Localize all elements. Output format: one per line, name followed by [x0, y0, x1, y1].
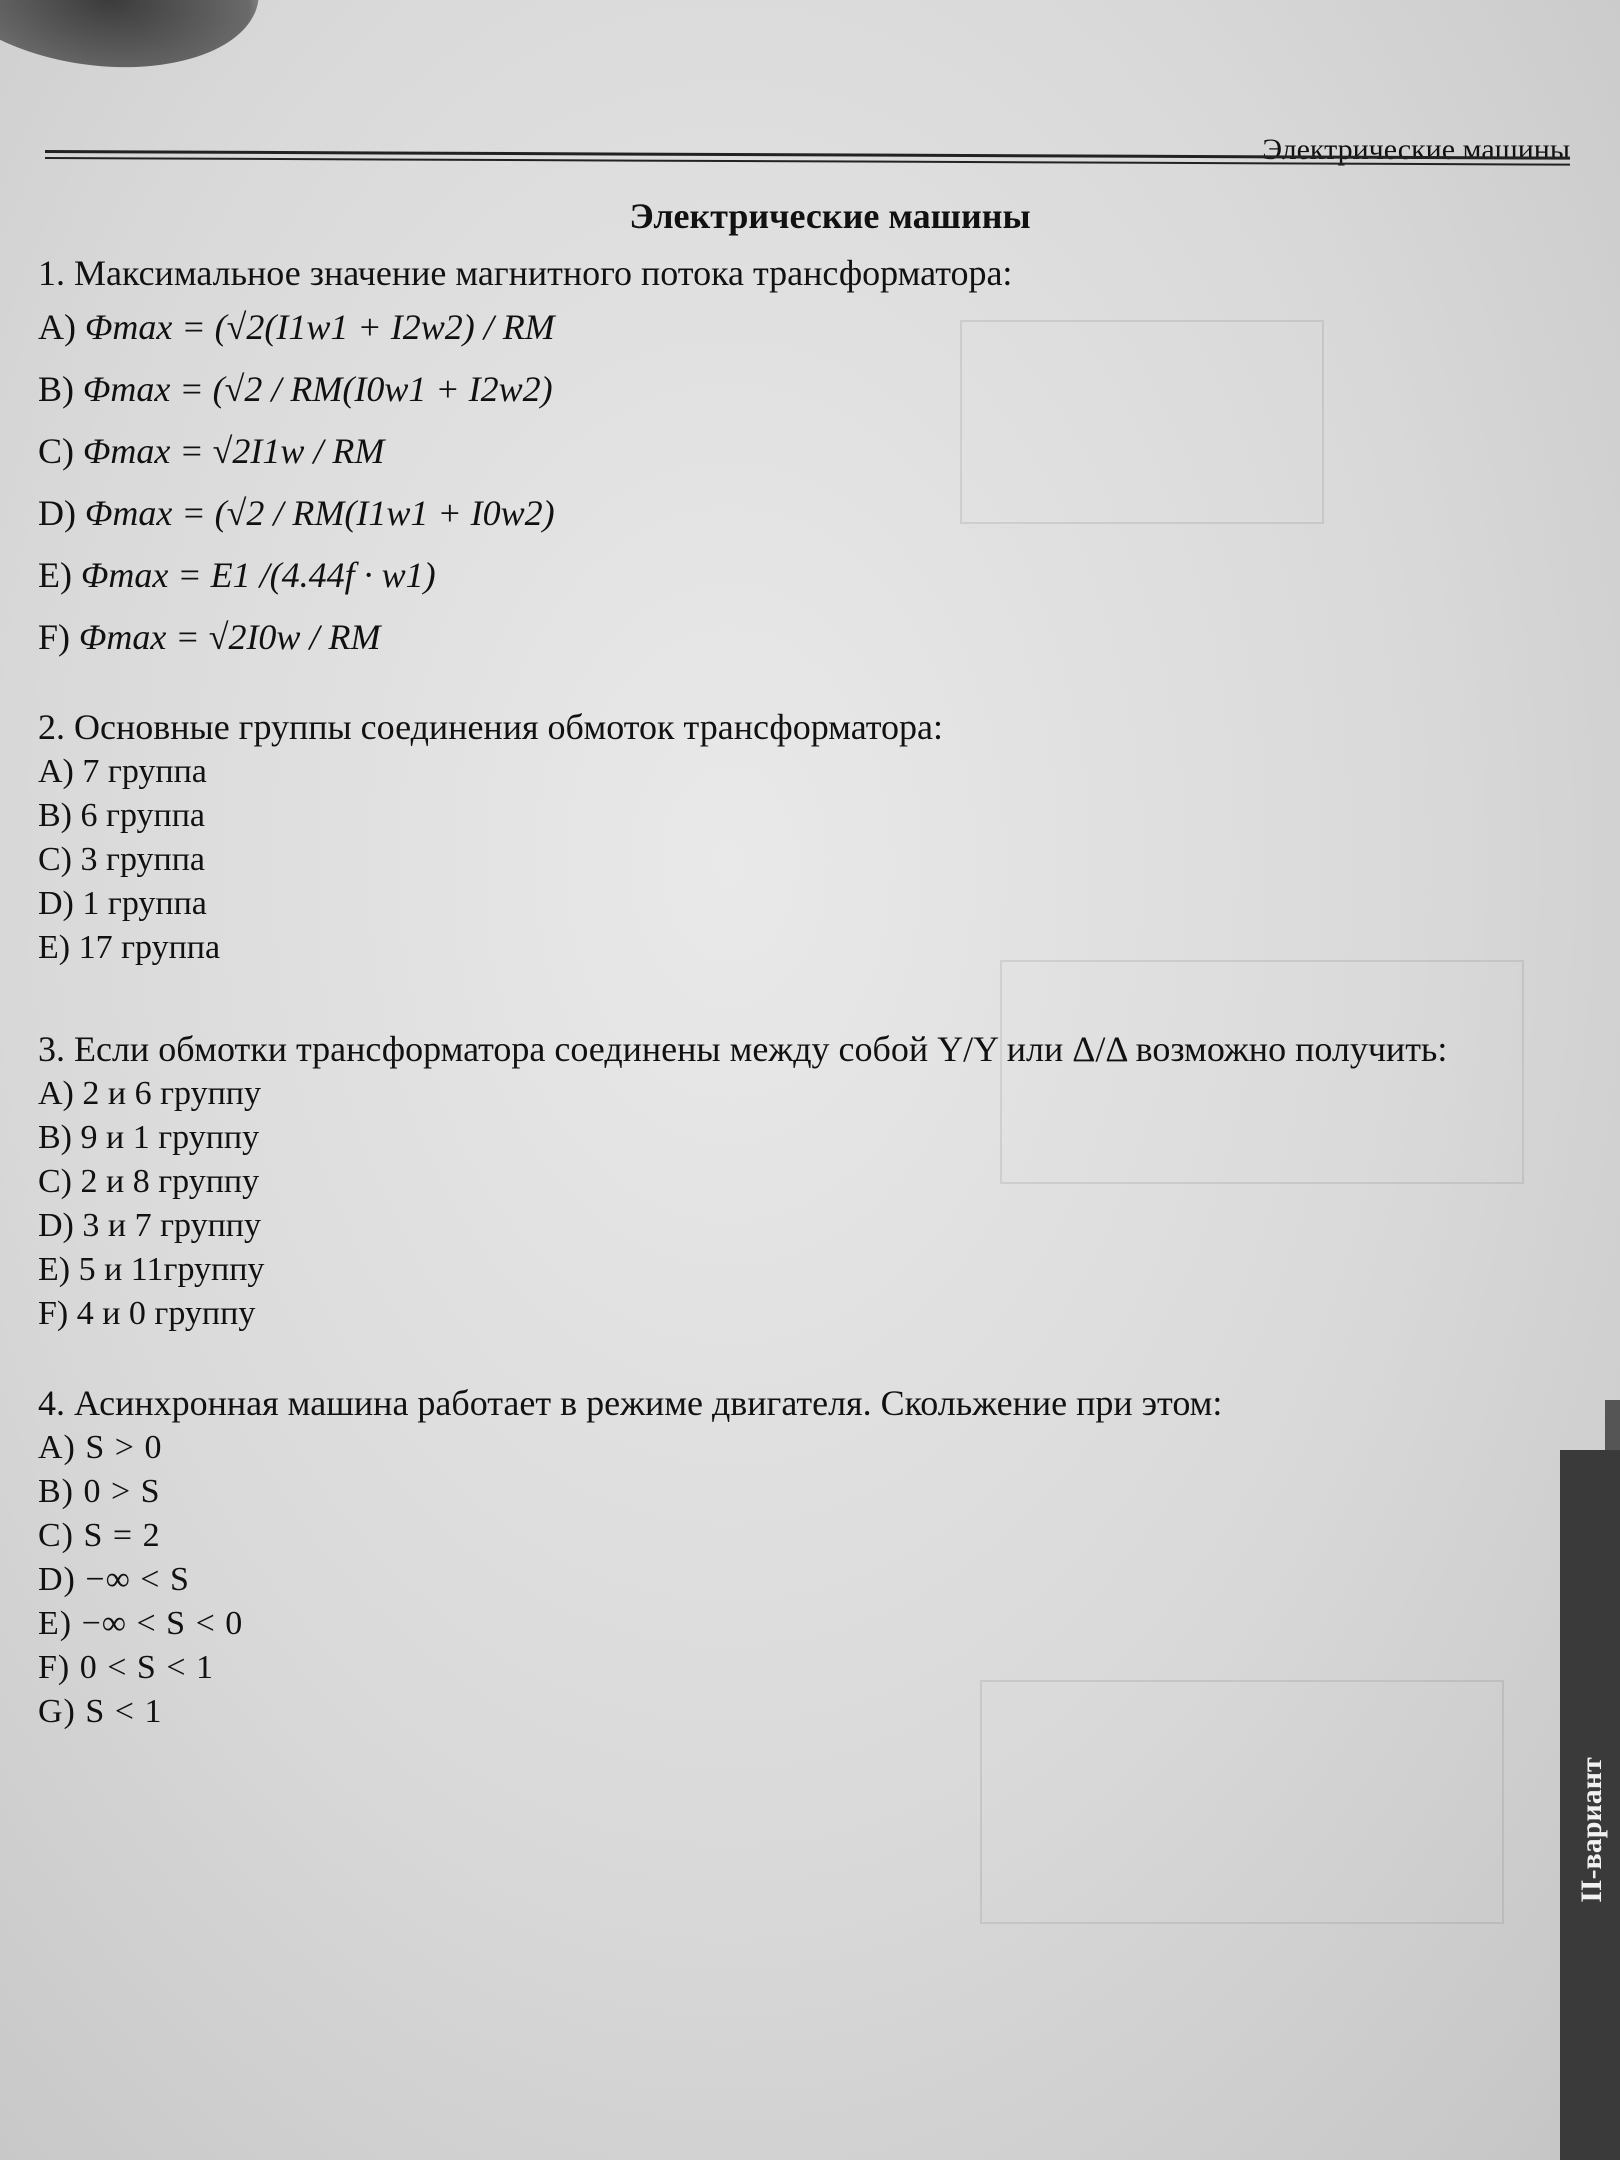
answer-option[interactable]: B) 0 > S — [38, 1473, 161, 1510]
thumb-shadow — [0, 0, 271, 87]
answer-option[interactable]: E) 5 и 11группу — [38, 1251, 265, 1288]
question-text: 3. Если обмотки трансформатора соединены между собой Y/Y или Δ/Δ возможно получить: — [38, 1029, 1448, 1069]
running-header: Электрические машины — [1262, 133, 1570, 166]
answer-option[interactable]: B) Φmax = (√2 / RM(I0w1 + I2w2) — [38, 369, 553, 409]
answer-option[interactable]: F) 4 и 0 группу — [38, 1295, 256, 1332]
question-text: 2. Основные группы соединения обмоток трансформатора: — [38, 707, 943, 747]
answer-option[interactable]: B) 9 и 1 группу — [38, 1119, 260, 1156]
page-title: Электрические машины — [629, 196, 1031, 236]
answer-option[interactable]: C) Φmax = √2I1w / RM — [38, 431, 385, 471]
variant-label: II-вариант — [1575, 1757, 1608, 1903]
question-1 — [38, 250, 1478, 668]
answer-option[interactable]: D) −∞ < S — [38, 1561, 190, 1598]
answer-option[interactable]: A) 2 и 6 группу — [38, 1075, 261, 1112]
question-text: 1. Максимальное значение магнитного потока трансформатора: — [38, 253, 1013, 293]
answer-option[interactable]: B) 6 группа — [38, 797, 205, 834]
answer-option[interactable]: G) S < 1 — [38, 1693, 163, 1730]
answer-options — [38, 1072, 1478, 1336]
answer-option[interactable]: E) Φmax = E1 /(4.44f · w1) — [38, 555, 436, 595]
answer-option[interactable]: F) 0 < S < 1 — [38, 1649, 214, 1686]
answer-option[interactable]: D) 1 группа — [38, 885, 207, 922]
answer-option[interactable]: A) S > 0 — [38, 1429, 163, 1466]
answer-options — [38, 296, 1478, 668]
answer-option[interactable]: C) S = 2 — [38, 1517, 161, 1554]
answer-option[interactable]: A) Φmax = (√2(I1w1 + I2w2) / RM — [38, 307, 555, 347]
question-list — [38, 250, 1478, 1734]
answer-option[interactable]: D) Φmax = (√2 / RM(I1w1 + I0w2) — [38, 493, 555, 533]
question-text: 4. Асинхронная машина работает в режиме двигателя. Скольжение при этом: — [38, 1383, 1223, 1423]
answer-option[interactable]: A) 7 группа — [38, 753, 207, 790]
question-3 — [38, 1026, 1478, 1336]
question-4 — [38, 1380, 1478, 1734]
answer-option[interactable]: D) 3 и 7 группу — [38, 1207, 261, 1244]
answer-options — [38, 750, 1478, 970]
question-2 — [38, 704, 1478, 970]
answer-option[interactable]: F) Φmax = √2I0w / RM — [38, 617, 381, 657]
answer-option[interactable]: C) 3 группа — [38, 841, 205, 878]
answer-option[interactable]: E) 17 группа — [38, 929, 221, 966]
answer-option[interactable]: C) 2 и 8 группу — [38, 1163, 260, 1200]
answer-option[interactable]: E) −∞ < S < 0 — [38, 1605, 244, 1642]
answer-options — [38, 1426, 1478, 1734]
